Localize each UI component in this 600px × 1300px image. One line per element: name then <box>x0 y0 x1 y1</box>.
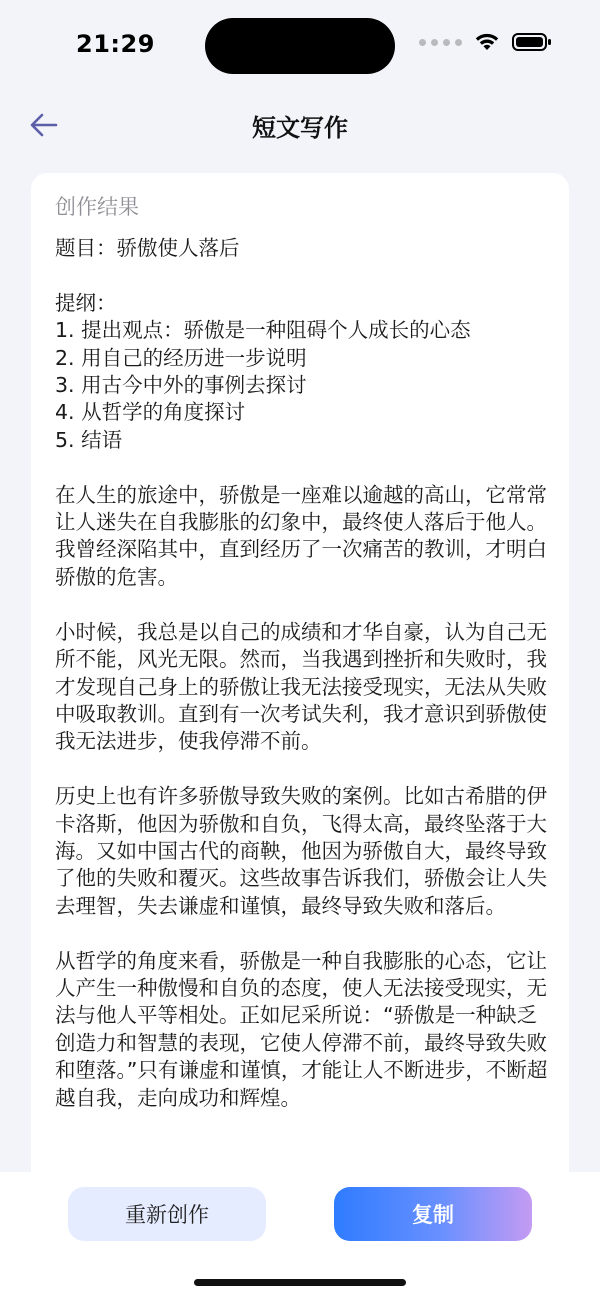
status-time: 21:29 <box>76 30 155 58</box>
bottom-action-bar <box>0 1172 600 1300</box>
battery-icon <box>512 32 552 52</box>
status-icons <box>419 32 552 52</box>
essay-content: 题目：骄傲使人落后 提纲： 1. 提出观点：骄傲是一种阻碍个人成长的心态 2. 用自己的经历进一步说明 3. 用古今中外的事例去探讨 4. 从哲学的角度探讨 5. 结语 在人生的旅途中，骄傲是一座难以逾越的高山，它常常让人迷失在自我膨胀的幻象中，最终使人落后于他人。我曾经深陷其中，直到经历了一次痛苦的教训，才明白骄傲的危害。 小时候，我总是以自己的成绩和才华自豪，认为自己无所不能，风光无限。然而，当我遇到挫折和失败时，我才发现自己身上的骄傲让我无法接受现实，无法从失败中吸取教训。直到有一次考试失利，我才意识到骄傲使我无法进步，使我停滞不前。 历史上也有许多骄傲导致失败的案例。比如古希腊的伊卡洛斯，他因为骄傲和自负，飞得太高，最终坠落于大海。又如中国古代的商鞅，他因为骄傲自大，最终导致了他的失败和覆灭。这些故事告诉我们，骄傲会让人失去理智，失去谦虚和谨慎，最终导致失败和落后。 从哲学的角度来看，骄傲是一种自我膨胀的心态，它让人产生一种傲慢和自负的态度，使人无法接受现实，无法与他人平等相处。正如尼采所说：“骄傲是一种缺乏创造力和智慧的表现，它使人停滞不前，最终导致失败和堕落。”只有谦虚和谨慎，才能让人不断进步，不断超越自我，走向成功和辉煌。 <box>55 236 548 1110</box>
cellular-signal-icon <box>419 39 462 46</box>
wifi-icon <box>474 32 500 52</box>
result-card <box>31 173 569 1173</box>
home-indicator <box>194 1279 406 1286</box>
result-card-label: 创作结果 <box>55 195 139 219</box>
nav-bar <box>0 100 600 150</box>
status-bar <box>0 0 600 90</box>
recreate-button[interactable]: 重新创作 <box>68 1187 266 1241</box>
page-title: 短文写作 <box>252 114 348 142</box>
copy-button[interactable]: 复制 <box>334 1187 532 1241</box>
dynamic-island <box>205 18 395 74</box>
